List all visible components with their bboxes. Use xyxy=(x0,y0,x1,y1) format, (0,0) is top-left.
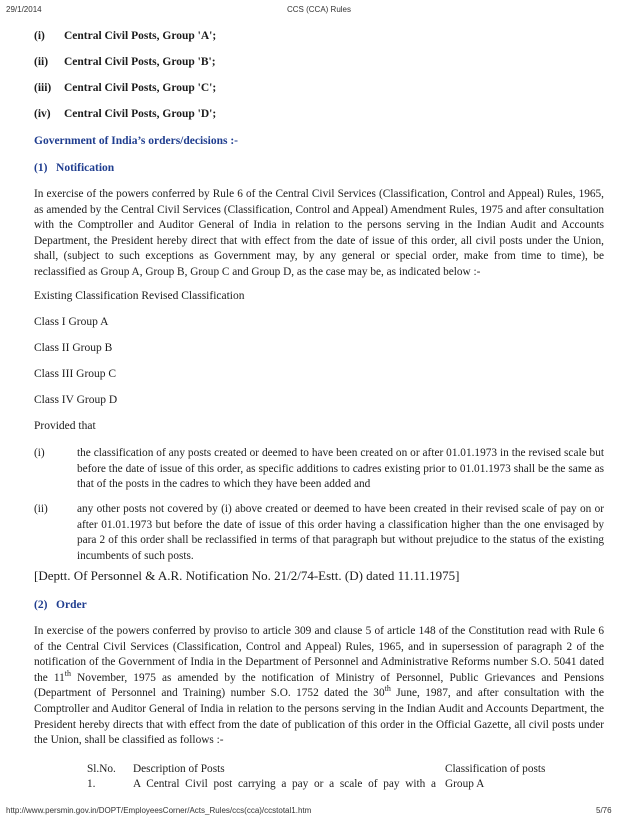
group-label: Central Civil Posts, Group 'A'; xyxy=(64,30,217,42)
group-c-item xyxy=(34,82,216,94)
class-row: Class II Group B xyxy=(34,342,113,354)
footer-url[interactable]: http://www.persmin.gov.in/DOPT/EmployeesCorner/Acts_Rules/ccs(cca)/ccstotal1.htm xyxy=(6,806,312,815)
footer-page-number: 5/76 xyxy=(596,806,612,815)
group-d-item xyxy=(34,108,216,120)
group-b-item xyxy=(34,56,216,68)
group-num: (i) xyxy=(34,30,45,42)
group-num: (iii) xyxy=(34,82,52,94)
class-row: Class I Group A xyxy=(34,316,109,328)
order-heading: (2) Order xyxy=(34,599,87,611)
superscript: th xyxy=(64,669,72,679)
group-num: (iv) xyxy=(34,108,51,120)
classification-table-header: Existing Classification Revised Classification xyxy=(34,290,245,302)
table-row-num: 1. xyxy=(87,778,96,790)
proviso-text: any other posts not covered by (i) above created or deemed to have been created in their revised scale of pay on or after 01.01.1973 but before the date of issue of this order having a classification higher than the one envisaged by para 2 of this order shall be reclassified in terms of that paragraph but without prejudice to the status of the existing incumbents of such posts. xyxy=(77,503,604,562)
order-paragraph xyxy=(34,624,604,749)
proviso-num: (ii) xyxy=(34,503,48,515)
proviso-item xyxy=(34,502,604,564)
table-row-description: A Central Civil post carrying a pay or a scale of pay with a xyxy=(133,778,436,790)
header-date: 29/1/2014 xyxy=(6,5,42,14)
group-num: (ii) xyxy=(34,56,49,68)
table-col-classification: Classification of posts xyxy=(445,763,546,775)
group-label: Central Civil Posts, Group 'C'; xyxy=(64,82,217,94)
group-a-item xyxy=(34,30,216,42)
notification-reference: [Deptt. Of Personnel & A.R. Notification No. 21/2/74-Estt. (D) dated 11.11.1975] xyxy=(34,568,460,583)
table-col-description: Description of Posts xyxy=(133,763,225,775)
order-text-3: June, 1987, and after consultation with the Comptroller and Auditor General of India in relation to the persons serving in the Indian Audit and Accounts Department, the President hereby directs that with effect from the date of publication of this order in the Official Gazette, all civil posts under the Union, shall be classified as follows :- xyxy=(34,687,605,747)
proviso-text: the classification of any posts created or deemed to have been created on or after 01.01.1973 in the revised scale but before the date of issue of this order, as specific additions to cadres existing prior to 01.01.1973 shall be the same as that of the posts in the cadres to which they have been added and xyxy=(77,447,604,491)
class-row: Class III Group C xyxy=(34,368,117,380)
order-text-2: November, 1975 as amended by the notification of Ministry of Personnel, Public Grievances and Pensions (Department of Personnel and Training) number S.O. 1752 dated the 30 xyxy=(34,671,604,700)
proviso-num: (i) xyxy=(34,447,45,459)
class-row: Class IV Group D xyxy=(34,394,118,406)
provided-that: Provided that xyxy=(34,420,96,432)
superscript: th xyxy=(384,684,391,694)
table-col-slno: Sl.No. xyxy=(87,763,116,775)
group-label: Central Civil Posts, Group 'B'; xyxy=(64,56,216,68)
group-label: Central Civil Posts, Group 'D'; xyxy=(64,108,217,120)
proviso-item xyxy=(34,446,604,493)
table-row-classification: Group A xyxy=(445,778,485,790)
notification-paragraph: In exercise of the powers conferred by Rule 6 of the Central Civil Services (Classification, Control and Appeal) Rules, 1965, as amended by the Central Civil Services (Classification, Control and Appeal) Amendment Rules, 1975 and after consultation with the Comptroller and Auditor General of India in relation to the persons serving in the Indian Audit and Accounts Department, the President hereby direct that with effect from the date of issue of this order, all civil posts under the Union, shall, (subject to such exceptions as Government may, by any general or special order, make from time to time), be reclassified as Group A, Group B, Group C and Group D, as the case may be, as indicated below :- xyxy=(34,188,604,278)
orders-heading: Government of India’s orders/decisions :- xyxy=(34,135,239,147)
header-title: CCS (CCA) Rules xyxy=(286,5,351,14)
notification-heading: (1) Notification xyxy=(34,162,115,174)
order-text-1: In exercise of the powers conferred by proviso to article 309 and clause 5 of article 148 of the Constitution read with Rule 6 of the Central Civil Services (Classification, Control and Appeal) Rules, 1965, and in supersession of paragraph 2 of the notification of the Government of India in the Department of Personnel and Administrative Reforms number S.O. 5041 dated the 11 xyxy=(34,625,604,684)
